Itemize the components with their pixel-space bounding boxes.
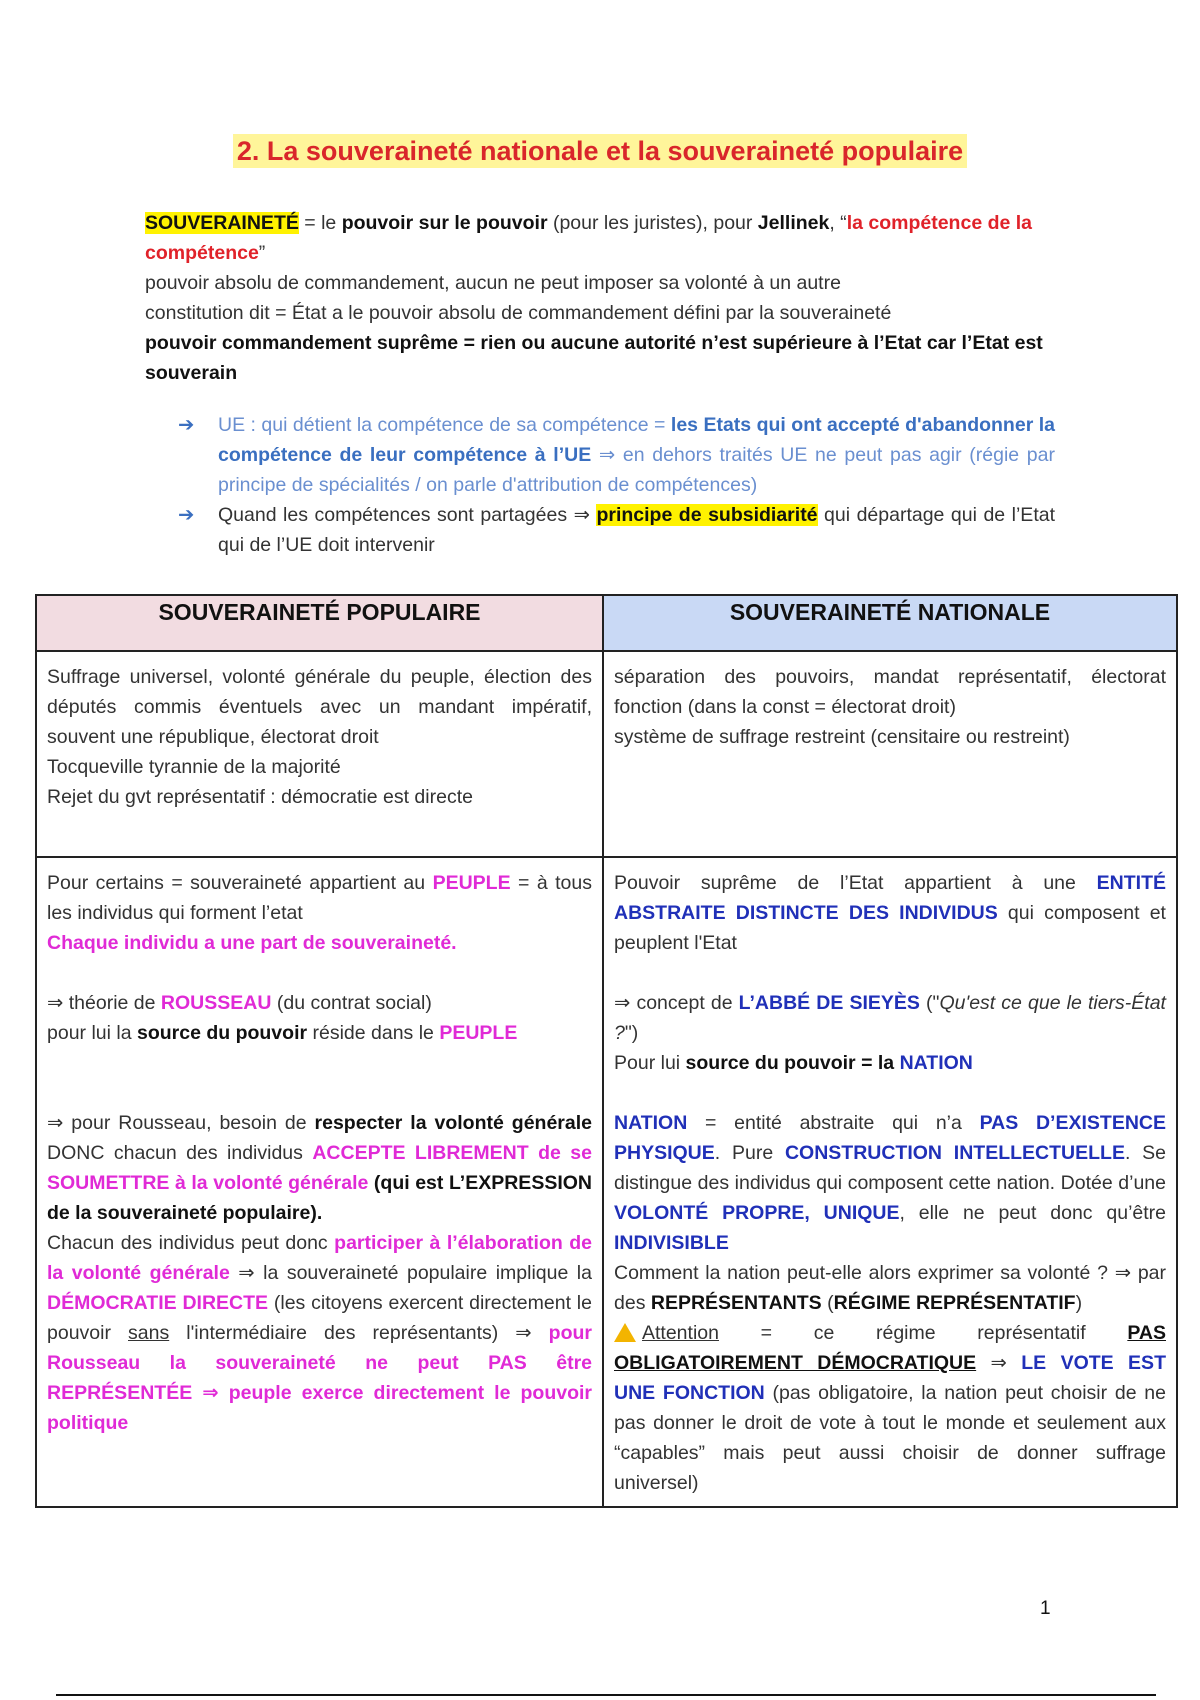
warning-icon xyxy=(614,1323,636,1342)
intro-line: constitution dit = État a le pouvoir absolu de commandement défini par la souveraineté xyxy=(145,302,892,324)
arrow-right-icon: ➔ xyxy=(178,414,195,436)
intro-definition: SOUVERAINETÉ = le pouvoir sur le pouvoir (pour les juristes), pour Jellinek, “la compétence de la compétence” pouvoir absolu de commandement, aucun ne peut imposer sa volonté à un autre constitution dit = État a le pouvoir absolu de commandement défini par la souveraineté pouvoir commandement suprême = rien ou aucune autorité n’est supérieure à l’Etat car l’Etat est souverain xyxy=(145,208,1055,388)
cell-nationale-detail: Pouvoir suprême de l’Etat appartient à une ENTITÉ ABSTRAITE DISTINCTE DES INDIVIDUS qui composent et peuplent l'Etat ⇒ concept de L’ABBÉ DE SIEYÈS ("Qu'est ce que le tiers-État ?") Pour lui source du pouvoir = la NATION NATION = entité abstraite qui n’a PAS D’EXISTENCE PHYSIQUE. Pure CONSTRUCTION INTELLECTUELLE. Se distingue des individus qui composent cette nation. Dotée d’une VOLONTÉ PROPRE, UNIQUE, elle ne peut donc qu’être INDIVISIBLE Comment la nation peut-elle alors exprimer sa volonté ? ⇒ par des REPRÉSENTANTS (RÉGIME REPRÉSENTATIF) Attention = ce régime représentatif PAS OBLIGATOIREMENT DÉMOCRATIQUE ⇒ LE VOTE EST UNE FONCTION (pas obligatoire, la nation peut choisir de ne pas donner le droit de vote à tout le monde et seulement aux “capables” mais peut aussi choisir de donner suffrage universel) xyxy=(603,857,1177,1507)
intro-line: pouvoir absolu de commandement, aucun ne peut imposer sa volonté à un autre xyxy=(145,272,841,294)
term-souverainete: SOUVERAINETÉ xyxy=(145,212,299,234)
arrow-right-icon: ➔ xyxy=(178,504,195,526)
divider xyxy=(56,1694,1156,1696)
cell-nationale-summary: séparation des pouvoirs, mandat représentatif, électorat fonction (dans la const = électorat droit) système de suffrage restreint (censitaire ou restreint) xyxy=(603,651,1177,857)
table-row xyxy=(36,857,1177,1507)
cell-populaire-detail: Pour certains = souveraineté appartient au PEUPLE = à tous les individus qui forment l’etat Chaque individu a une part de souveraineté. ⇒ théorie de ROUSSEAU (du contrat social) pour lui la source du pouvoir réside dans le PEUPLE ⇒ pour Rousseau, besoin de respecter la volonté générale DONC chacun des individus ACCEPTE LIBREMENT de se SOUMETTRE à la volonté générale (qui est L’EXPRESSION de la souveraineté populaire). Chacun des individus peut donc participer à l’élaboration de la volonté générale ⇒ la souveraineté populaire implique la DÉMOCRATIE DIRECTE (les citoyens exercent directement le pouvoir sans l'intermédiaire des représentants) ⇒ pour Rousseau la souveraineté ne peut PAS être REPRÉSENTÉE ⇒ peuple exerce directement le pouvoir politique xyxy=(36,857,603,1507)
header-souverainete-populaire: SOUVERAINETÉ POPULAIRE xyxy=(36,595,603,651)
comparison-table xyxy=(35,594,1178,1508)
list-item: ➔ UE : qui détient la compétence de sa compétence = les Etats qui ont accepté d'abandonner la compétence de leur compétence à l’UE ⇒ en dehors traités UE ne peut pas agir (régie par principe de spécialités / on parle d'attribution de compétences) xyxy=(178,410,1055,500)
table-header-row xyxy=(36,595,1177,651)
cell-populaire-summary: Suffrage universel, volonté générale du peuple, élection des députés commis éventuels avec un mandant impératif, souvent une république, électorat droit Tocqueville tyrannie de la majorité Rejet du gvt représentatif : démocratie est directe xyxy=(36,651,603,857)
bullet-list xyxy=(178,410,1055,560)
list-item: ➔ Quand les compétences sont partagées ⇒ principe de subsidiarité qui départage qui de l’Etat qui de l’UE doit intervenir xyxy=(178,500,1055,560)
intro-line: pouvoir commandement suprême = rien ou aucune autorité n’est supérieure à l’Etat car l’Etat est souverain xyxy=(145,332,1043,384)
table-row xyxy=(36,651,1177,857)
page-title: 2. La souveraineté nationale et la souveraineté populaire xyxy=(0,136,1200,167)
header-souverainete-nationale: SOUVERAINETÉ NATIONALE xyxy=(603,595,1177,651)
page-number: 1 xyxy=(1040,1598,1051,1619)
